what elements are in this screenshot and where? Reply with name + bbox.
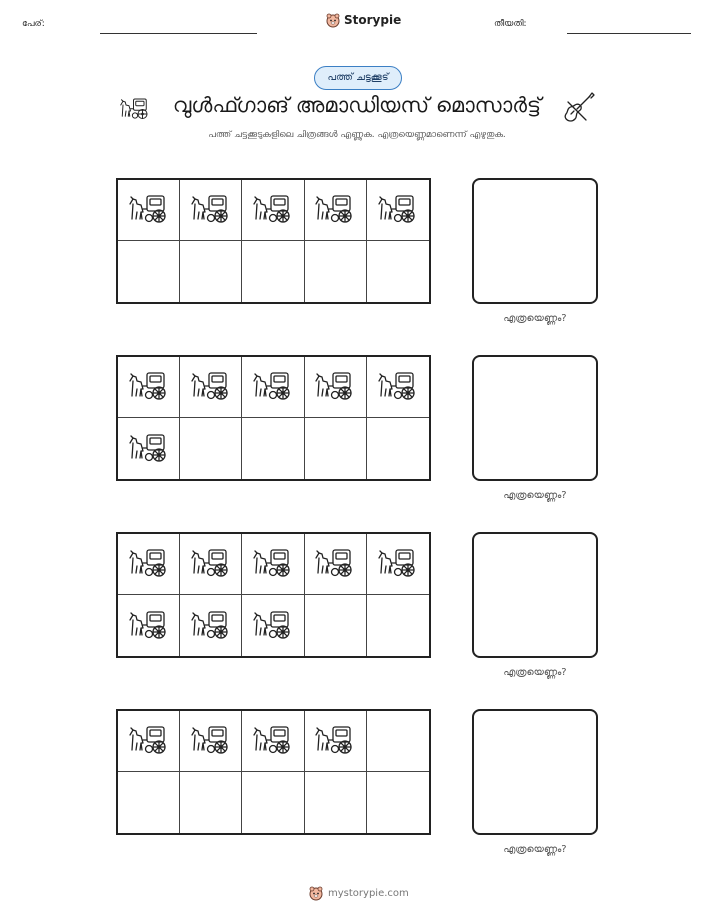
ten-frame — [116, 709, 431, 835]
ten-frame-cell — [367, 418, 429, 479]
storypie-mascot-icon — [325, 12, 341, 28]
ten-frame-cell — [118, 772, 180, 833]
ten-frame-cell — [118, 418, 180, 479]
horse-carriage-icon — [127, 608, 171, 644]
ten-frame-cell — [305, 418, 367, 479]
ten-frame-cell — [305, 357, 367, 418]
ten-frame-cell — [180, 357, 242, 418]
horse-carriage-icon — [251, 369, 295, 405]
ten-frame-cell — [305, 772, 367, 833]
topic-badge: പത്ത് ചട്ടക്കൂട് — [314, 66, 402, 90]
horse-carriage-icon — [127, 546, 171, 582]
answer-box[interactable] — [472, 532, 598, 658]
ten-frame-cell — [242, 711, 304, 772]
ten-frame-cell — [367, 595, 429, 656]
instructions: പത്ത് ചട്ടക്കൂടുകളിലെ ചിത്രങ്ങൾ എണ്ണുക. എത്രയെണ്ണമാണെന്ന് എഴുതുക. — [208, 130, 506, 140]
footer-url[interactable]: mystorypie.com — [328, 887, 409, 899]
ten-frame-cell — [118, 357, 180, 418]
ten-frame-cell — [118, 595, 180, 656]
ten-frame-cell — [180, 180, 242, 241]
horse-carriage-icon — [189, 608, 233, 644]
answer-label: എത്രയെണ്ണം? — [503, 313, 567, 324]
horse-carriage-icon — [127, 192, 171, 228]
horse-carriage-icon — [189, 192, 233, 228]
brand-logo — [325, 12, 401, 28]
ten-frame-cell — [305, 180, 367, 241]
horse-carriage-icon — [189, 369, 233, 405]
horse-carriage-icon — [251, 192, 295, 228]
horse-carriage-icon — [251, 608, 295, 644]
ten-frame-cell — [118, 534, 180, 595]
ten-frame-cell — [367, 711, 429, 772]
date-label: തീയതി: — [494, 19, 527, 29]
ten-frame-cell — [242, 595, 304, 656]
answer-box[interactable] — [472, 178, 598, 304]
storypie-mascot-icon — [308, 885, 324, 901]
horse-carriage-icon — [127, 369, 171, 405]
horse-carriage-icon — [251, 723, 295, 759]
ten-frame-cell — [242, 534, 304, 595]
horse-carriage-icon — [127, 723, 171, 759]
ten-frame-cell — [367, 357, 429, 418]
answer-label: എത്രയെണ്ണം? — [503, 667, 567, 678]
ten-frame-cell — [180, 595, 242, 656]
name-line[interactable] — [100, 33, 257, 34]
page-title: വുൾഫ്ഗാങ് അമാഡിയസ് മൊസാർട്ട് — [172, 93, 542, 117]
ten-frame — [116, 532, 431, 658]
horse-carriage-icon — [313, 546, 357, 582]
horse-carriage-icon — [376, 546, 420, 582]
ten-frame-cell — [242, 357, 304, 418]
horse-carriage-icon — [189, 723, 233, 759]
ten-frame-cell — [180, 418, 242, 479]
horse-carriage-icon — [376, 192, 420, 228]
ten-frame-cell — [180, 241, 242, 302]
ten-frame-cell — [305, 711, 367, 772]
ten-frame-cell — [242, 772, 304, 833]
horse-carriage-icon — [376, 369, 420, 405]
ten-frame-cell — [367, 241, 429, 302]
ten-frame-cell — [367, 180, 429, 241]
ten-frame-cell — [242, 241, 304, 302]
horse-carriage-icon — [189, 546, 233, 582]
ten-frame-cell — [305, 241, 367, 302]
answer-label: എത്രയെണ്ണം? — [503, 844, 567, 855]
ten-frame-cell — [118, 241, 180, 302]
ten-frame-cell — [180, 772, 242, 833]
name-label: പേര്: — [22, 19, 45, 29]
violin-icon — [562, 90, 596, 124]
date-line[interactable] — [567, 33, 691, 34]
horse-carriage-icon — [313, 369, 357, 405]
horse-carriage-icon — [251, 546, 295, 582]
answer-label: എത്രയെണ്ണം? — [503, 490, 567, 501]
answer-box[interactable] — [472, 709, 598, 835]
brand-name: Storypie — [344, 13, 402, 27]
ten-frame-cell — [180, 534, 242, 595]
answer-box[interactable] — [472, 355, 598, 481]
ten-frame-cell — [242, 180, 304, 241]
ten-frame-cell — [242, 418, 304, 479]
horse-carriage-icon — [313, 192, 357, 228]
horse-carriage-icon — [313, 723, 357, 759]
ten-frame-cell — [118, 711, 180, 772]
ten-frame-cell — [305, 595, 367, 656]
ten-frame-cell — [118, 180, 180, 241]
ten-frame — [116, 178, 431, 304]
ten-frame-cell — [367, 534, 429, 595]
ten-frame-cell — [305, 534, 367, 595]
ten-frame-cell — [180, 711, 242, 772]
ten-frame — [116, 355, 431, 481]
footer — [308, 885, 409, 901]
ten-frame-cell — [367, 772, 429, 833]
horse-carriage-icon — [127, 431, 171, 467]
